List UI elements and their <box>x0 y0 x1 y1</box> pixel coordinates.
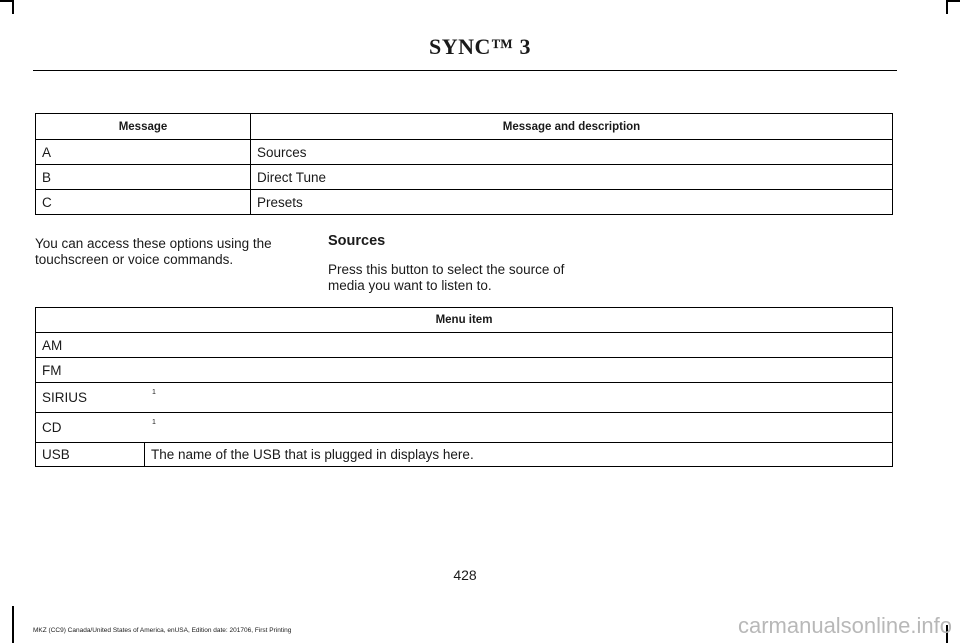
page-number: 428 <box>453 567 477 583</box>
column-header: Message <box>36 114 251 140</box>
description-cell: Direct Tune <box>251 165 893 190</box>
table-header-row <box>36 308 893 333</box>
column-header: Menu item <box>36 308 893 333</box>
menu-item-cell <box>36 383 893 413</box>
table-row <box>36 413 893 443</box>
message-cell: B <box>36 165 251 190</box>
table-row <box>36 165 893 190</box>
menu-item-cell: FM <box>36 358 893 383</box>
menu-table <box>35 307 893 467</box>
edition-footer: MKZ (CC9) Canada/United States of America, enUSA, Edition date: 201706, First Printing <box>33 627 292 634</box>
menu-item-label: CD <box>42 420 62 435</box>
table-row <box>36 190 893 215</box>
table-header-row <box>36 114 893 140</box>
crop-mark <box>12 606 14 643</box>
intro-paragraph: You can access these options using the touchscreen or voice commands. <box>35 236 272 267</box>
menu-item-cell <box>36 413 893 443</box>
header-divider <box>33 70 897 71</box>
description-cell: The name of the USB that is plugged in displays here. <box>145 443 893 467</box>
message-table <box>35 113 893 215</box>
watermark: carmanualsonline.info <box>737 613 952 638</box>
table-row <box>36 383 893 413</box>
crop-mark <box>946 0 948 14</box>
sources-heading: Sources <box>328 233 386 249</box>
description-cell: Sources <box>251 140 893 165</box>
table-row <box>36 333 893 358</box>
menu-item-cell: AM <box>36 333 893 358</box>
column-header: Message and description <box>251 114 893 140</box>
description-cell: Presets <box>251 190 893 215</box>
message-cell: C <box>36 190 251 215</box>
crop-mark <box>946 0 960 2</box>
menu-item-cell: USB <box>36 443 145 467</box>
footnote-marker: 1 <box>152 419 156 426</box>
table-row <box>36 358 893 383</box>
sources-paragraph: Press this button to select the source of media you want to listen to. <box>328 262 565 293</box>
message-cell: A <box>36 140 251 165</box>
table-row <box>36 140 893 165</box>
menu-item-label: SIRIUS <box>42 390 88 405</box>
page-title: SYNC™ 3 <box>429 34 531 59</box>
crop-mark <box>12 0 14 14</box>
table-row <box>36 443 893 467</box>
footnote-marker: 1 <box>152 389 156 396</box>
